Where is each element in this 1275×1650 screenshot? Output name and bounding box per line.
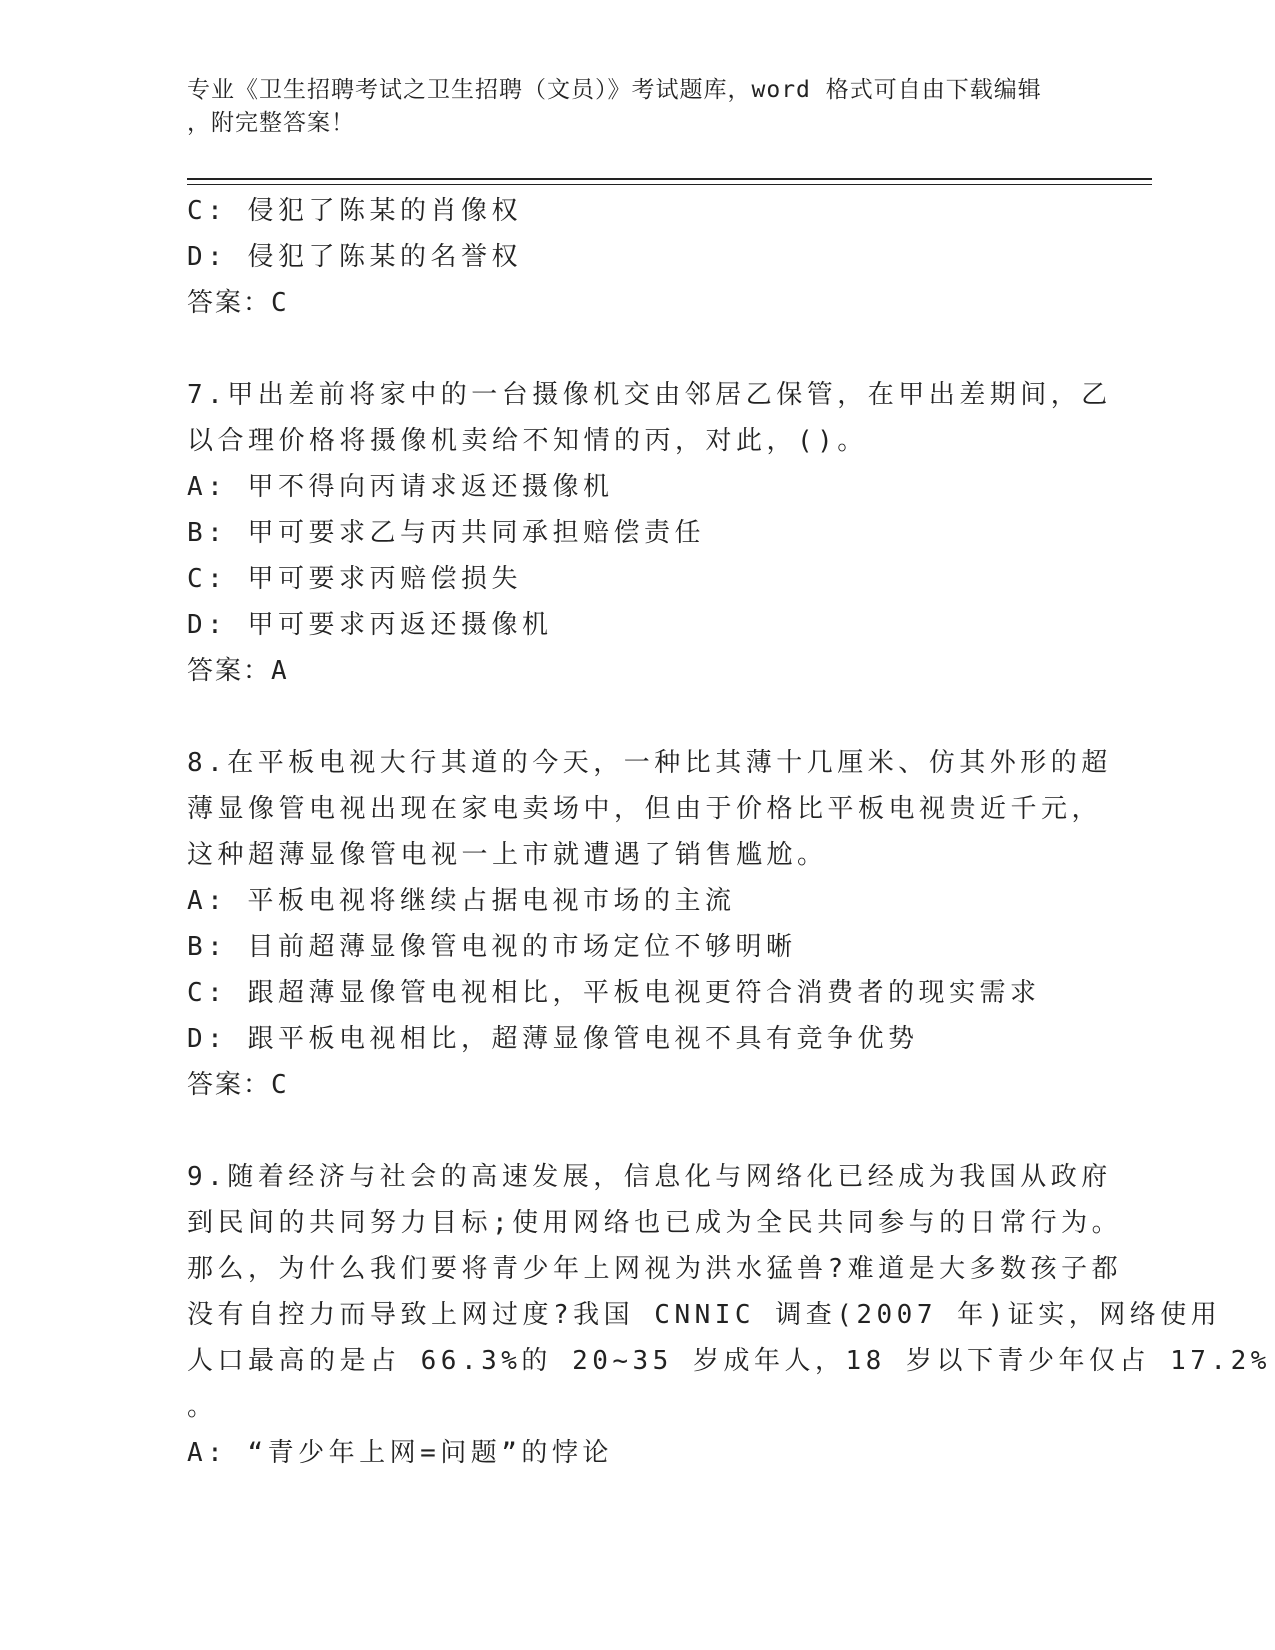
question-stem-line: 薄显像管电视出现在家电卖场中，但由于价格比平板电视贵近千元，: [187, 794, 1103, 824]
option-c: C: 跟超薄显像管电视相比，平板电视更符合消费者的现实需求: [187, 978, 1041, 1008]
option-a: A: “青少年上网=问题”的悖论: [187, 1438, 613, 1468]
answer-line: 答案：C: [187, 288, 289, 318]
question-6-tail: [187, 188, 1087, 326]
question-stem-line: 8.在平板电视大行其道的今天，一种比其薄十几厘米、仿其外形的超: [187, 748, 1112, 778]
option-a: A: 平板电视将继续占据电视市场的主流: [187, 886, 736, 916]
option-b: B: 目前超薄显像管电视的市场定位不够明晰: [187, 932, 797, 962]
question-list: [187, 188, 1271, 1476]
header-divider-thick: [187, 178, 1152, 180]
header-line-2: ，附完整答案！: [187, 110, 355, 136]
spacer: [187, 326, 1087, 372]
header-line-1: 专业《卫生招聘考试之卫生招聘（文员）》考试题库，word 格式可自由下载编辑: [187, 77, 1042, 103]
header-divider-thin: [187, 184, 1152, 185]
question-8: [187, 740, 1112, 1108]
question-stem-line: 人口最高的是占 66.3%的 20~35 岁成年人，18 岁以下青少年仅占 17.2%: [187, 1346, 1271, 1376]
option-c: C: 侵犯了陈某的肖像权: [187, 196, 522, 226]
question-stem-line: 那么，为什么我们要将青少年上网视为洪水猛兽?难道是大多数孩子都: [187, 1254, 1123, 1284]
document-header: [187, 74, 1067, 140]
question-stem-line: 7.甲出差前将家中的一台摄像机交由邻居乙保管，在甲出差期间，乙: [187, 380, 1112, 410]
question-9: [187, 1154, 1271, 1476]
question-stem-line: 这种超薄显像管电视一上市就遭遇了销售尴尬。: [187, 840, 828, 870]
option-b: B: 甲可要求乙与丙共同承担赔偿责任: [187, 518, 705, 548]
question-stem-line: 9.随着经济与社会的高速发展，信息化与网络化已经成为我国从政府: [187, 1162, 1112, 1192]
question-stem-line: 到民间的共同努力目标;使用网络也已成为全民共同参与的日常行为。: [187, 1208, 1123, 1238]
spacer: [187, 1108, 1087, 1154]
option-d: D: 侵犯了陈某的名誉权: [187, 242, 522, 272]
option-a: A: 甲不得向丙请求返还摄像机: [187, 472, 614, 502]
option-d: D: 甲可要求丙返还摄像机: [187, 610, 553, 640]
question-stem-line: 以合理价格将摄像机卖给不知情的丙，对此，()。: [187, 426, 868, 456]
answer-line: 答案：A: [187, 656, 289, 686]
option-c: C: 甲可要求丙赔偿损失: [187, 564, 522, 594]
question-7: [187, 372, 1112, 694]
spacer: [187, 694, 1087, 740]
option-d: D: 跟平板电视相比，超薄显像管电视不具有竞争优势: [187, 1024, 919, 1054]
question-stem-line: 没有自控力而导致上网过度?我国 CNNIC 调查(2007 年)证实，网络使用: [187, 1300, 1222, 1330]
answer-line: 答案：C: [187, 1070, 289, 1100]
question-stem-line: 。: [187, 1392, 218, 1422]
